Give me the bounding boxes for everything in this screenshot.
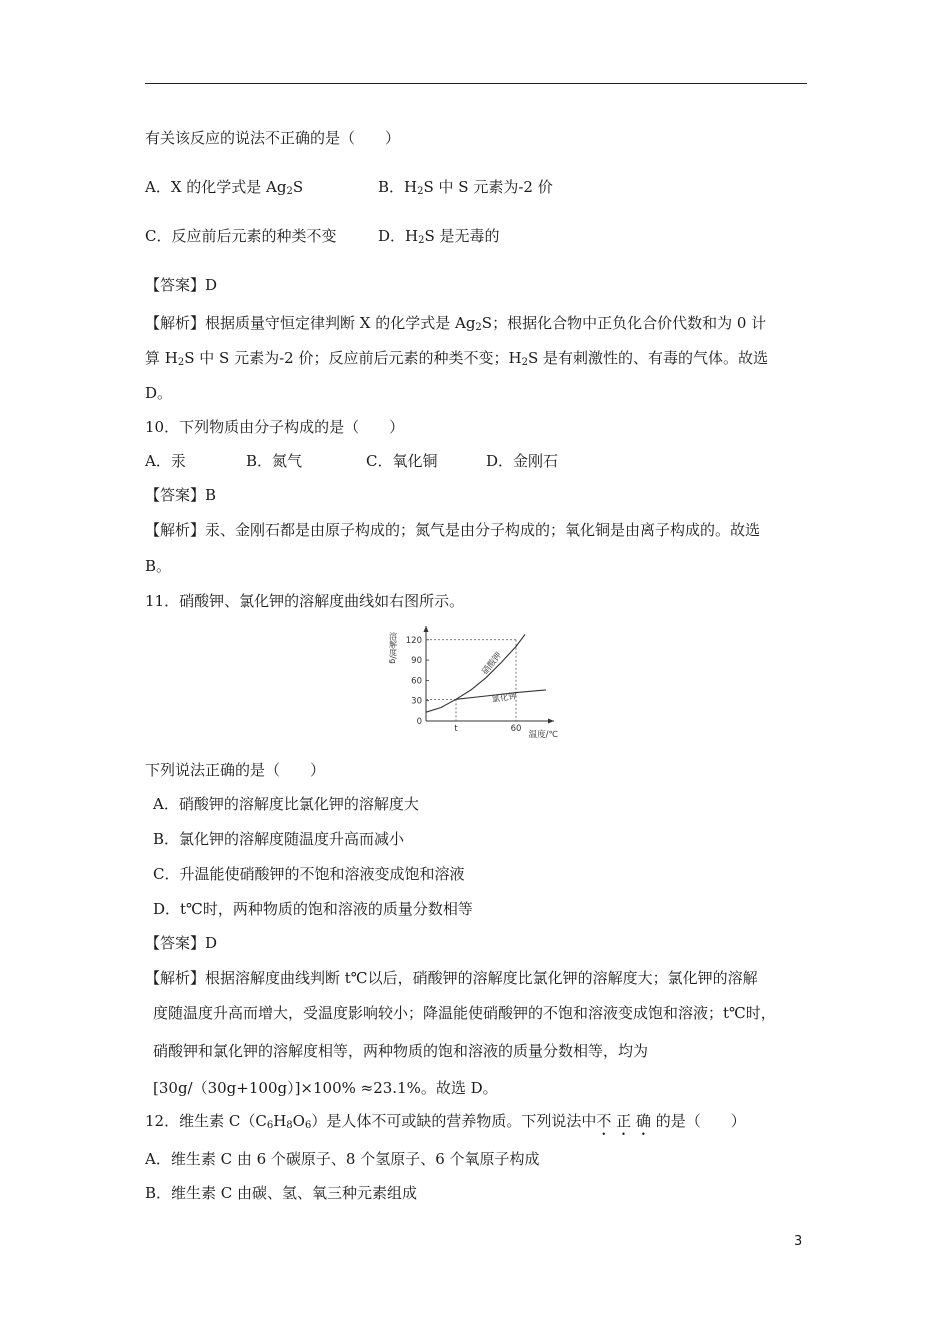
q9-explanation-3: D。 [145,384,173,402]
q9-option-d: D．$H_2S$ 是无毒的 [378,227,500,246]
y-tick-label: 90 [411,656,422,667]
y-axis-label: 溶解度/g [388,632,398,664]
y-tick-label: 0 [416,717,422,727]
x-tick-label: 60 [510,724,522,734]
q11-question: 下列说法正确的是（ ） [145,761,326,779]
q9-option-c: C．反应前后元素的种类不变 [145,227,337,245]
page-number: 3 [794,1234,803,1249]
q11-stem: 11．硝酸钾、氯化钾的溶解度曲线如右图所示。 [145,592,465,610]
solubility-chart [383,622,563,744]
q10-explanation-1: 【解析】汞、金刚石都是由原子构成的；氮气是由分子构成的；氧化铜是由离子构成的。故选 [145,521,761,539]
q12-option-b: B．维生素 C 由碳、氢、氧三种元素组成 [145,1184,418,1202]
emphasis-char: 正 [616,1112,632,1130]
emphasis-char: 不 [596,1112,612,1130]
x-axis-arrow [548,719,554,724]
q10-options [145,451,558,471]
q10-option-b: B．氮气 [246,452,303,470]
q9-answer: 【答案】D [145,276,218,294]
q11-explanation-4: [30g/（30g+100g）]×100% ≈23.1%。故选 D。 [153,1079,498,1097]
y-tick-label: 30 [411,696,422,707]
q11-explanation-1: 【解析】根据溶解度曲线判断 t℃以后，硝酸钾的溶解度比氯化钾的溶解度大；氯化钾的溶解 [145,969,758,987]
q9-explanation-1: 【解析】根据质量守恒定律判断 X 的化学式是 $Ag_2S$；根据化合物中正负化合价代数和为 0 计 [145,314,767,333]
emphasis-char: 确 [635,1112,651,1130]
y-axis-arrow [424,626,429,632]
q11-explanation-3: 硝酸钾和氯化钾的溶解度相等，两种物质的饱和溶液的质量分数相等，均为 [153,1042,649,1060]
q9-options-cd [145,226,500,246]
header-rule [145,83,807,84]
q12-option-a: A．维生素 C 由 6 个碳原子、8 个氢原子、6 个氧原子构成 [145,1150,540,1168]
q11-option-a: A．硝酸钾的溶解度比氯化钾的溶解度大 [153,795,419,813]
x-tick-label: t [454,724,458,734]
q9-stem: 有关该反应的说法不正确的是（ ） [145,129,401,147]
q11-option-d: D．t℃时，两种物质的饱和溶液的质量分数相等 [153,900,473,918]
kno3-label: 硝酸钾 [480,650,505,677]
kcl-label: 氯化钾 [491,691,518,706]
q9-explanation-2: 算 $H_2S$ 中 S 元素为-2 价；反应前后元素的种类不变；$H_2S$ 是有刺激性的、有毒的气体。故选 [145,349,768,368]
y-tick-label: 60 [411,676,422,687]
q10-answer: 【答案】B [145,486,217,504]
q11-option-c: C．升温能使硝酸钾的不饱和溶液变成饱和溶液 [153,865,465,883]
y-tick-label: 120 [405,635,422,646]
q10-option-a: A．汞 [145,452,186,470]
q10-stem: 10．下列物质由分子构成的是（ ） [145,418,405,436]
q9-option-a: A．X 的化学式是 $Ag_2S$ [145,178,304,197]
q9-options-ab [145,177,553,197]
q11-answer: 【答案】D [145,934,218,952]
q12-stem: 12．维生素 $C(C_6H_8O_6)$是人体不可或缺的营养物质。下列说法中不 正 确 的是（ ） [145,1112,746,1131]
x-axis-label: 温度/℃ [528,730,558,740]
q11-explanation-2: 度随温度升高而增大，受温度影响较小；降温能使硝酸钾的不饱和溶液变成饱和溶液；t℃时， [153,1004,776,1022]
q9-option-b: B．$H_2S$ 中 S 元素为-2 价 [378,178,553,197]
q10-option-d: D．金刚石 [486,452,559,470]
q10-option-c: C．氧化铜 [366,452,438,470]
q10-explanation-2: B。 [145,557,172,575]
q11-option-b: B．氯化钾的溶解度随温度升高而减小 [153,830,405,848]
